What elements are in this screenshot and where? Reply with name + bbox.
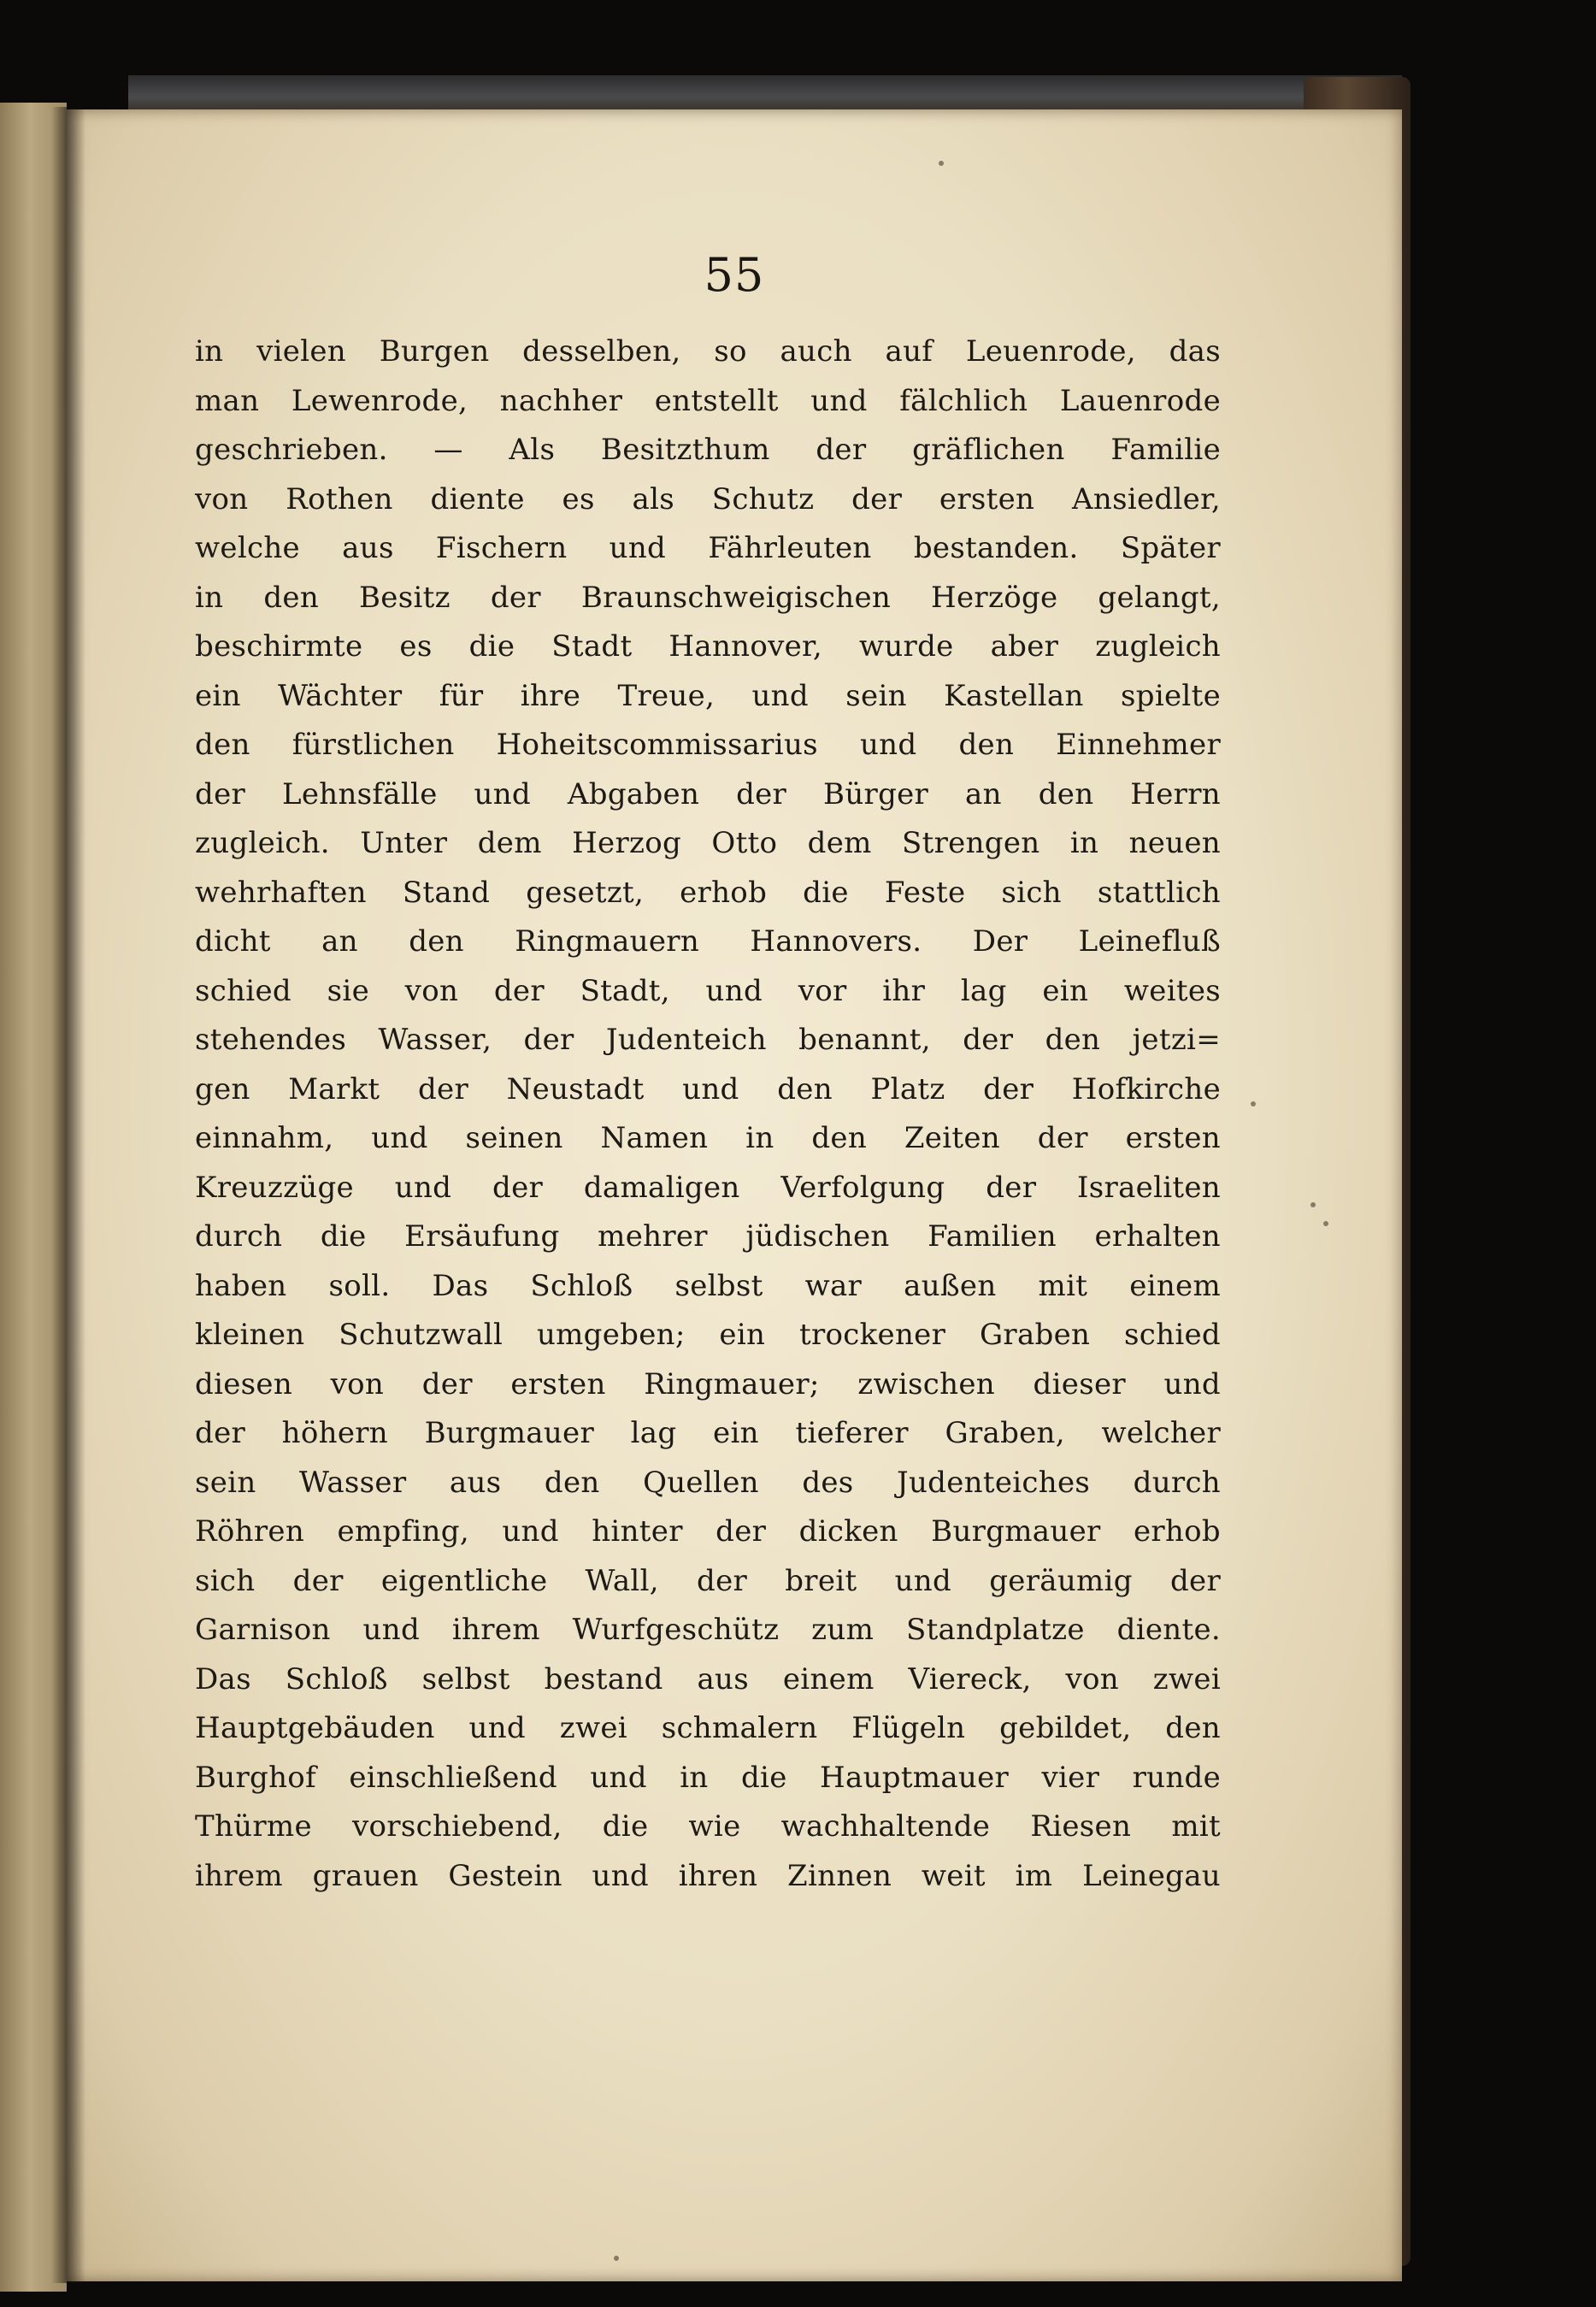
text-line: stehendes Wasser, der Judenteich benannt, der den jetzi=	[195, 1023, 1221, 1057]
text-line: der höhern Burgmauer lag ein tieferer Graben, welcher	[195, 1416, 1221, 1450]
text-line: Garnison und ihrem Wurfgeschütz zum Standplatze diente.	[195, 1613, 1221, 1647]
text-line: haben soll. Das Schloß selbst war außen mit einem	[195, 1268, 1221, 1303]
text-line: den fürstlichen Hoheitscommissarius und den Einnehmer	[195, 728, 1221, 762]
book-page	[67, 109, 1402, 2281]
gutter-shadow	[51, 107, 85, 2283]
paper-speck	[1310, 1202, 1316, 1207]
text-line: Thürme vorschiebend, die wie wachhaltende Riesen mit	[195, 1809, 1221, 1844]
text-line: durch die Ersäufung mehrer jüdischen Familien erhalten	[195, 1219, 1221, 1254]
text-line: Hauptgebäuden und zwei schmalern Flügeln gebildet, den	[195, 1711, 1221, 1745]
text-line: sich der eigentliche Wall, der breit und geräumig der	[195, 1563, 1221, 1598]
text-line: sein Wasser aus den Quellen des Judenteiches durch	[195, 1465, 1221, 1500]
text-line: diesen von der ersten Ringmauer; zwischen dieser und	[195, 1366, 1221, 1401]
text-line: von Rothen diente es als Schutz der ersten Ansiedler,	[195, 481, 1221, 516]
text-line: man Lewenrode, nachher entstellt und fälchlich Lauenrode	[195, 383, 1221, 418]
paper-speck	[939, 161, 944, 166]
paper-speck	[1323, 1221, 1328, 1226]
text-line: Röhren empfing, und hinter der dicken Burgmauer erhob	[195, 1514, 1221, 1549]
text-line: gen Markt der Neustadt und den Platz der Hofkirche	[195, 1071, 1221, 1106]
text-line: dicht an den Ringmauern Hannovers. Der Leinefluß	[195, 924, 1221, 959]
text-line: Burghof einschließend und in die Hauptmauer vier runde	[195, 1760, 1221, 1795]
text-line: in den Besitz der Braunschweigischen Herzöge gelangt,	[195, 580, 1221, 615]
text-line: zugleich. Unter dem Herzog Otto dem Strengen in neuen	[195, 826, 1221, 860]
body-text	[195, 327, 1221, 1901]
text-line: Das Schloß selbst bestand aus einem Viereck, von zwei	[195, 1661, 1221, 1696]
text-line: ihrem grauen Gestein und ihren Zinnen weit im Leinegau	[195, 1858, 1221, 1893]
text-line: wehrhaften Stand gesetzt, erhob die Feste sich stattlich	[195, 875, 1221, 910]
paper-speck	[614, 2256, 619, 2261]
book-cover-top-edge	[128, 75, 1402, 111]
text-line: in vielen Burgen desselben, so auch auf Leuenrode, das	[195, 334, 1221, 369]
text-line: geschrieben. — Als Besitzthum der gräflichen Familie	[195, 433, 1221, 467]
page-number: 55	[704, 248, 765, 302]
text-line: einnahm, und seinen Namen in den Zeiten der ersten	[195, 1121, 1221, 1155]
text-line: schied sie von der Stadt, und vor ihr lag ein weites	[195, 973, 1221, 1008]
paper-speck	[1251, 1101, 1256, 1106]
text-line: ein Wächter für ihre Treue, und sein Kastellan spielte	[195, 678, 1221, 713]
text-line: beschirmte es die Stadt Hannover, wurde aber zugleich	[195, 629, 1221, 664]
text-line: welche aus Fischern und Fährleuten bestanden. Später	[195, 531, 1221, 565]
text-line: kleinen Schutzwall umgeben; ein trockener Graben schied	[195, 1318, 1221, 1352]
text-line: der Lehnsfälle und Abgaben der Bürger an den Herrn	[195, 776, 1221, 811]
text-line: Kreuzzüge und der damaligen Verfolgung der Israeliten	[195, 1170, 1221, 1205]
